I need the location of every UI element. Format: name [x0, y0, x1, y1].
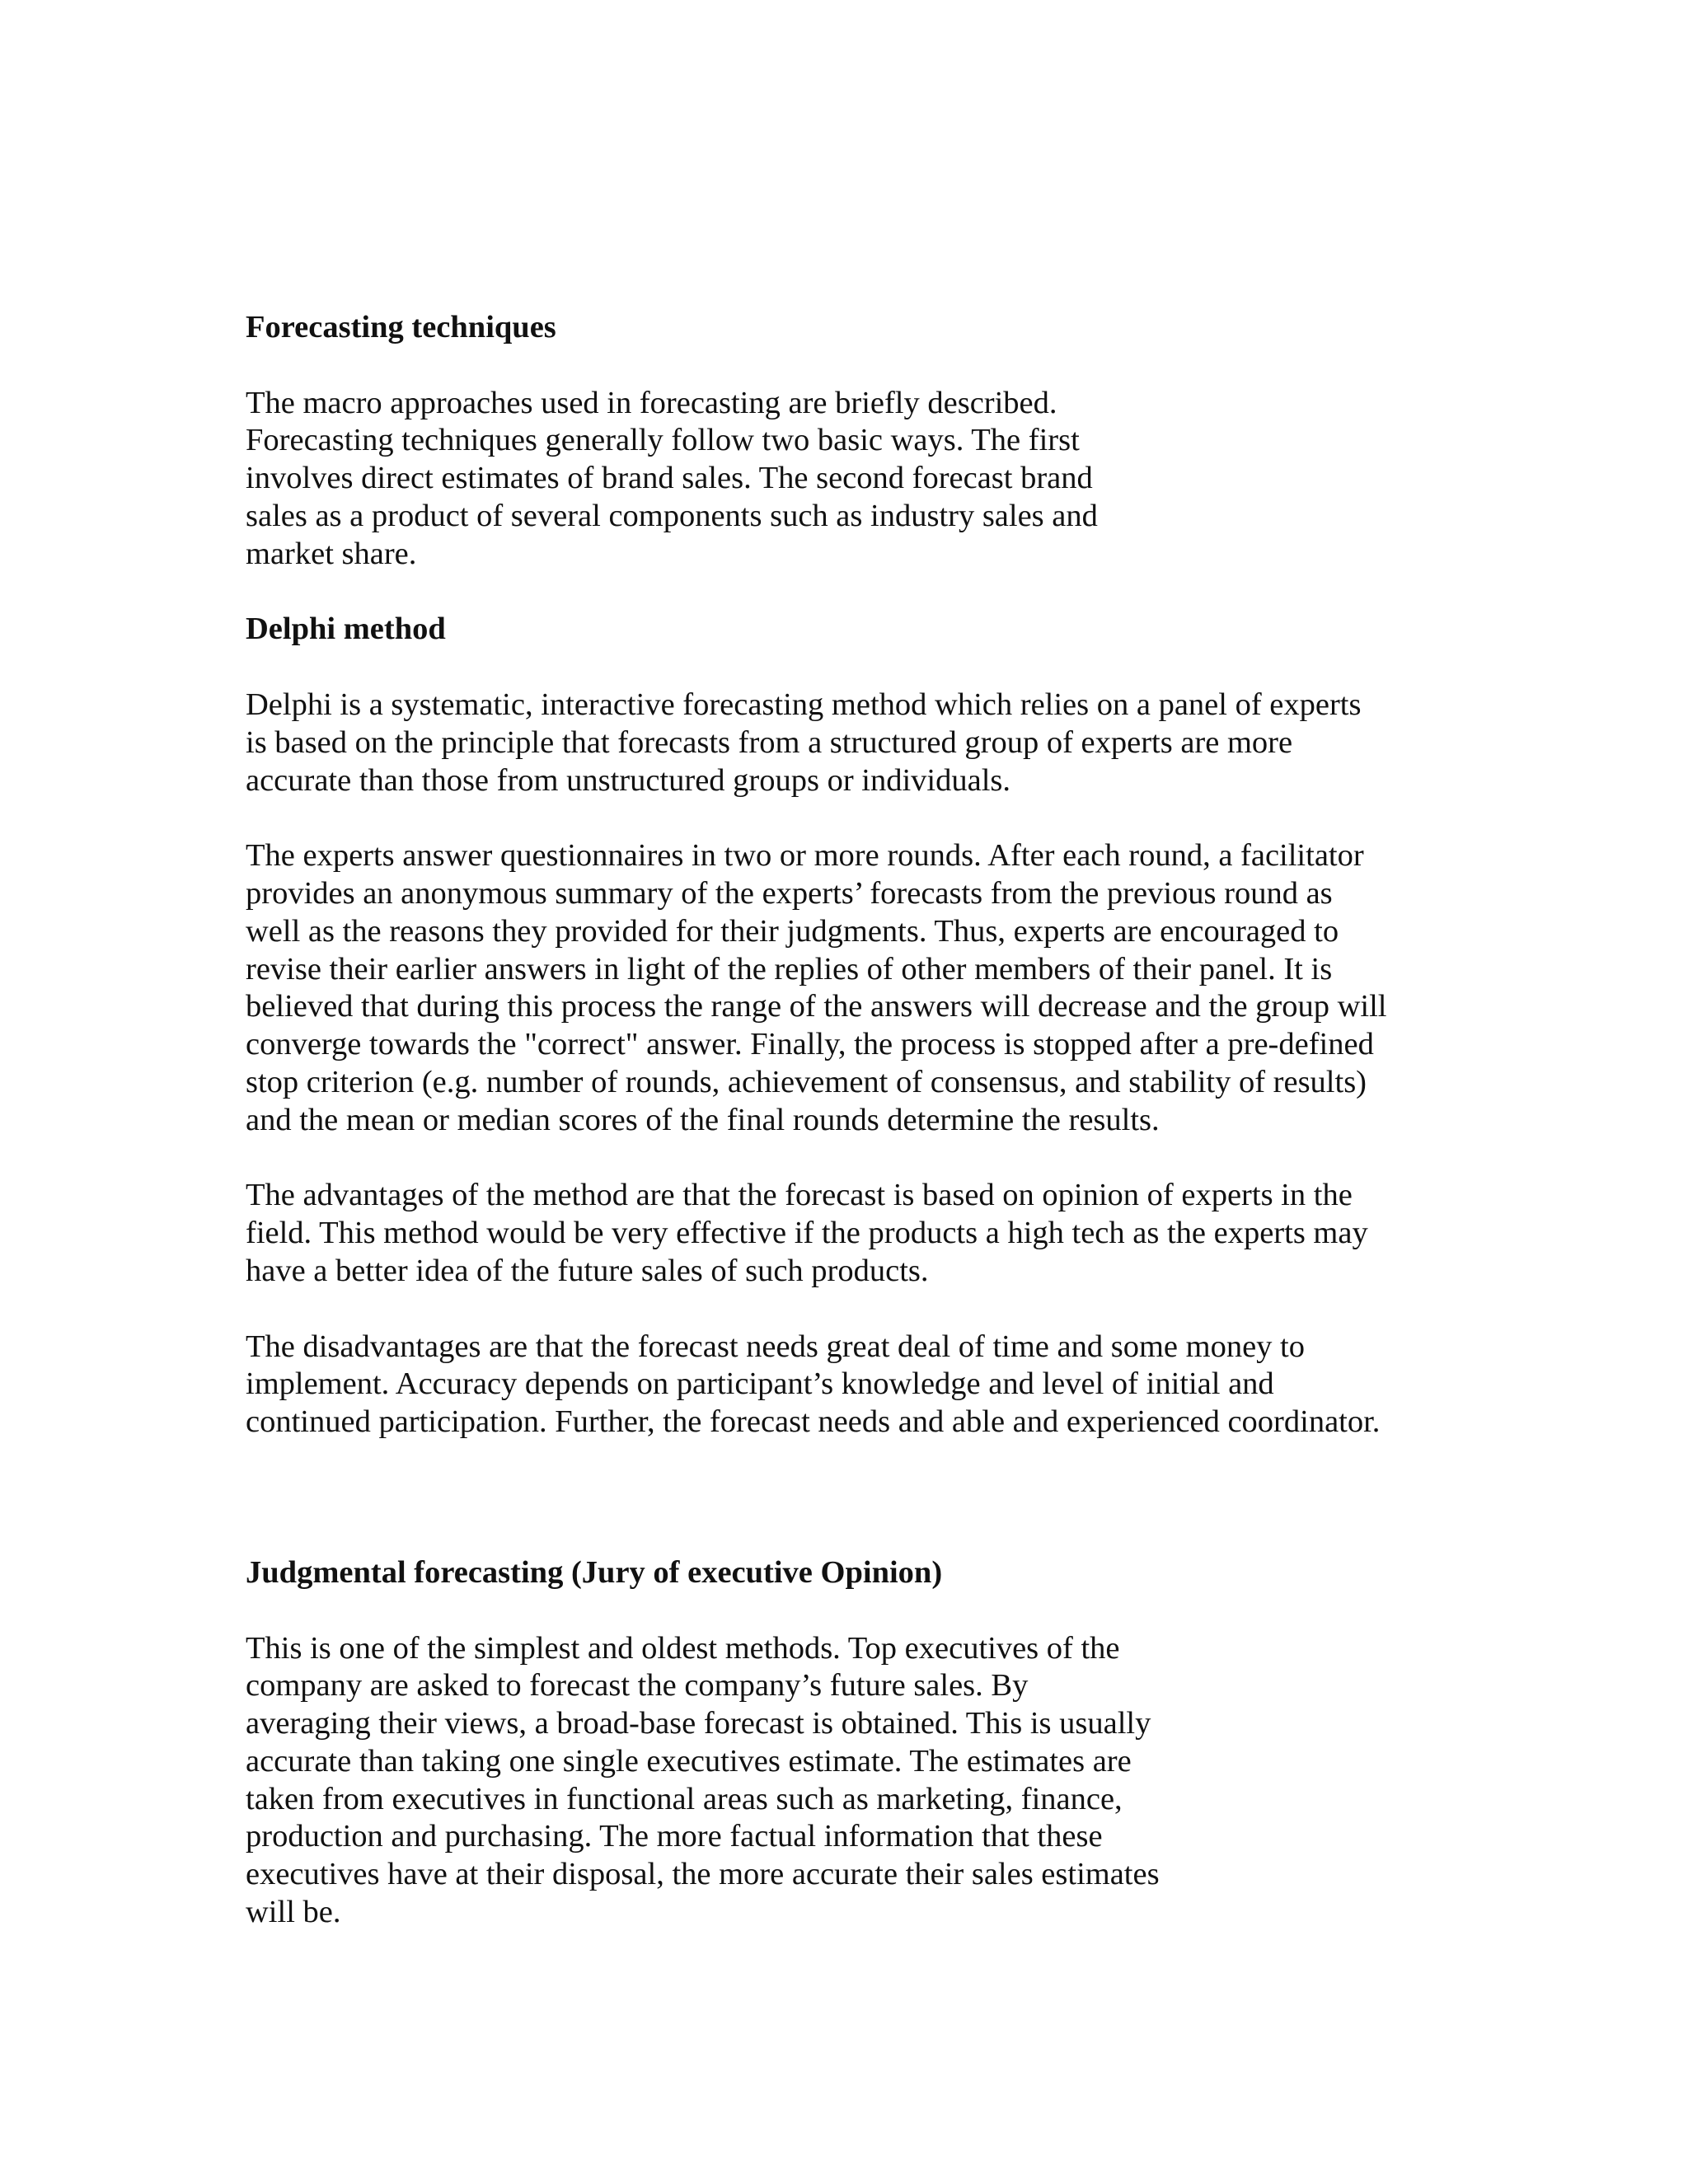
paragraph	[246, 687, 1449, 799]
section-delphi-method	[246, 611, 1449, 1441]
text-line: taken from executives in functional areas such as marketing, finance,	[246, 1781, 1123, 1816]
text-line: Forecasting techniques generally follow two basic ways. The first	[246, 423, 1080, 458]
text-line: stop criterion (e.g. number of rounds, achievement of consensus, and stability of results)	[246, 1064, 1367, 1099]
text-line: accurate than taking one single executives estimate. The estimates are	[246, 1743, 1132, 1779]
text-line: converge towards the "correct" answer. Finally, the process is stopped after a pre-defined	[246, 1027, 1374, 1062]
text-line: believed that during this process the range of the answers will decrease and the group will	[246, 989, 1387, 1024]
text-line: averaging their views, a broad-base forecast is obtained. This is usually	[246, 1706, 1151, 1741]
section-judgmental-forecasting	[246, 1554, 1449, 1932]
text-line: and the mean or median scores of the final rounds determine the results.	[246, 1102, 1160, 1137]
text-line: well as the reasons they provided for their judgments. Thus, experts are encouraged to	[246, 913, 1339, 949]
text-line: continued participation. Further, the forecast needs and able and experienced coordinator.	[246, 1404, 1381, 1440]
section-forecasting-techniques	[246, 309, 1449, 574]
text-line: The experts answer questionnaires in two or more rounds. After each round, a facilitator	[246, 838, 1364, 874]
text-line: field. This method would be very effective if the products a high tech as the experts may	[246, 1216, 1368, 1251]
text-line: The macro approaches used in forecasting are briefly described.	[246, 385, 1057, 420]
document-body	[246, 309, 1449, 1932]
text-line: implement. Accuracy depends on participant’s knowledge and level of initial and	[246, 1366, 1274, 1402]
text-line: production and purchasing. The more factual information that these	[246, 1819, 1103, 1854]
text-line: revise their earlier answers in light of the replies of other members of their panel. It is	[246, 951, 1333, 987]
text-line: is based on the principle that forecasts from a structured group of experts are more	[246, 724, 1293, 760]
text-line: accurate than those from unstructured groups or individuals.	[246, 762, 1011, 798]
text-line: sales as a product of several components such as industry sales and	[246, 498, 1098, 533]
text-line: market share.	[246, 536, 417, 571]
paragraph	[246, 1329, 1449, 1441]
paragraph	[246, 1630, 1449, 1932]
paragraph	[246, 385, 1449, 574]
text-line: This is one of the simplest and oldest methods. Top executives of the	[246, 1630, 1120, 1666]
section-heading: Forecasting techniques	[246, 310, 556, 344]
text-line: provides an anonymous summary of the experts’ forecasts from the previous round as	[246, 875, 1333, 911]
text-line: The advantages of the method are that the forecast is based on opinion of experts in the	[246, 1178, 1353, 1213]
text-line: will be.	[246, 1895, 341, 1930]
paragraph	[246, 837, 1449, 1139]
text-line: The disadvantages are that the forecast needs great deal of time and some money to	[246, 1329, 1305, 1364]
section-heading: Delphi method	[246, 612, 446, 647]
text-line: have a better idea of the future sales of such products.	[246, 1253, 929, 1288]
text-line: Delphi is a systematic, interactive forecasting method which relies on a panel of experts	[246, 687, 1362, 722]
section-heading: Judgmental forecasting (Jury of executive Opinion)	[246, 1554, 943, 1590]
paragraph	[246, 1177, 1449, 1290]
text-line: involves direct estimates of brand sales. The second forecast brand	[246, 461, 1093, 496]
text-line: company are asked to forecast the company’s future sales. By	[246, 1668, 1029, 1704]
text-line: executives have at their disposal, the more accurate their sales estimates	[246, 1857, 1160, 1892]
